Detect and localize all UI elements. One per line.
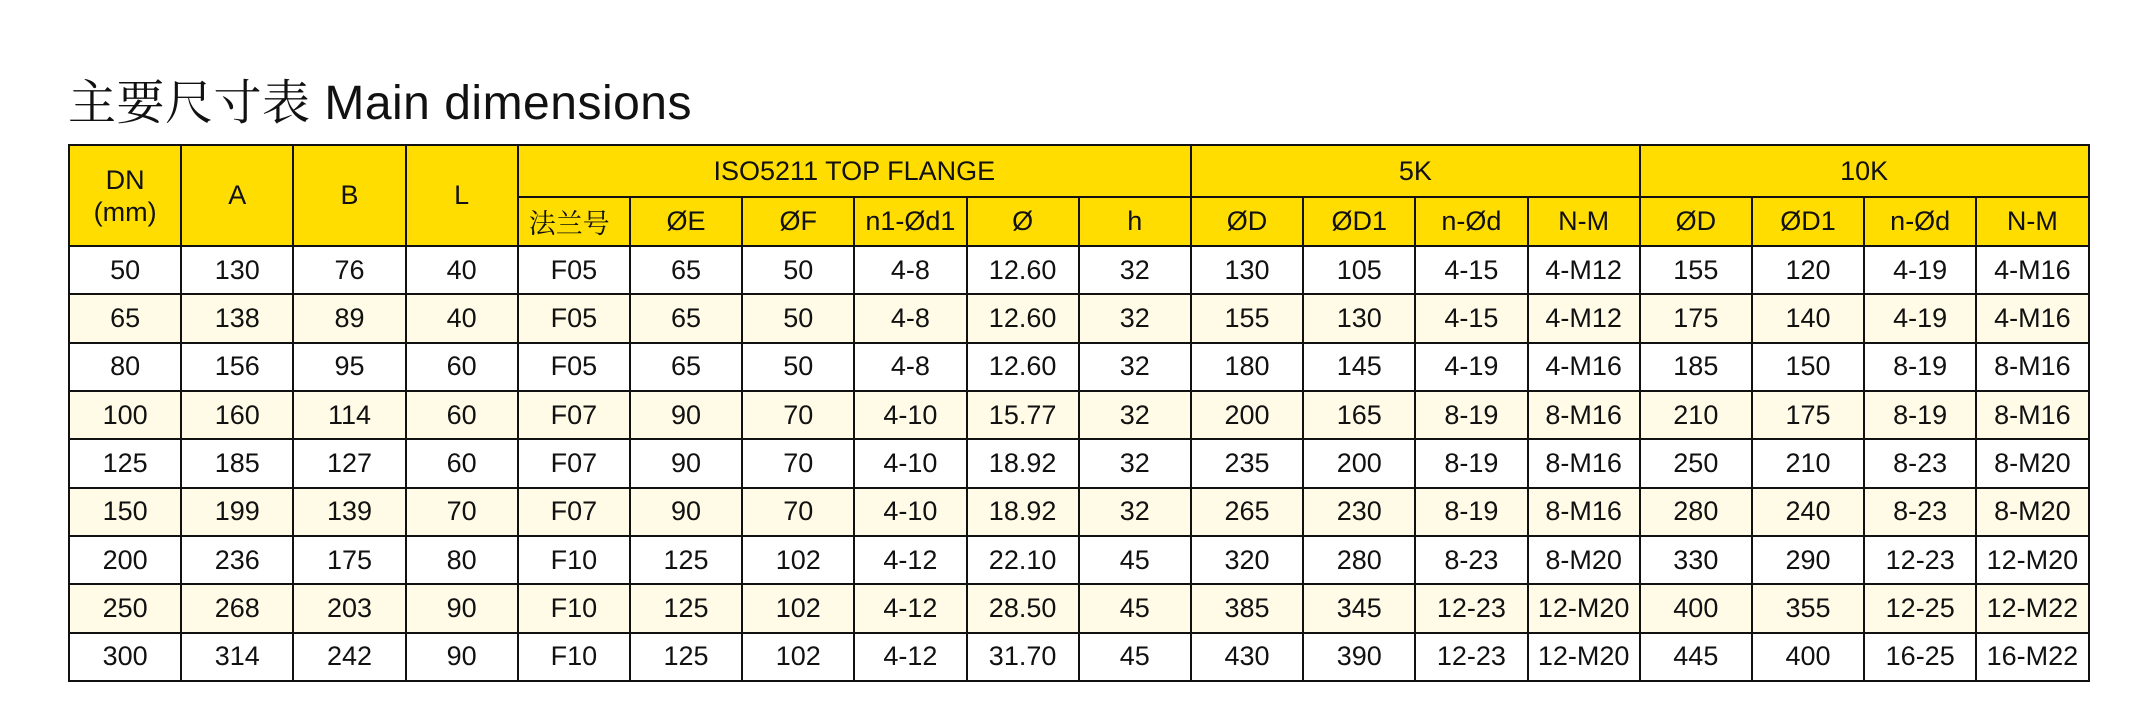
table-cell: 90 xyxy=(406,633,518,681)
table-cell: F07 xyxy=(518,488,630,536)
main-dimensions-table xyxy=(68,144,2090,682)
table-cell: 200 xyxy=(69,536,181,584)
table-cell: 89 xyxy=(293,294,405,342)
table-cell: 65 xyxy=(630,343,742,391)
table-cell: 8-19 xyxy=(1415,439,1527,487)
table-cell: 16-M22 xyxy=(1976,633,2088,681)
table-cell: 8-M16 xyxy=(1976,391,2088,439)
header-5k-d1: ØD1 xyxy=(1303,197,1415,246)
table-cell: 8-19 xyxy=(1415,391,1527,439)
header-10k-d: ØD xyxy=(1640,197,1752,246)
header-iso5211-group: ISO5211 TOP FLANGE xyxy=(518,145,1191,197)
header-flange-number: 法兰号 xyxy=(518,197,630,246)
table-cell: 210 xyxy=(1640,391,1752,439)
table-cell: 32 xyxy=(1079,294,1191,342)
table-cell: 127 xyxy=(293,439,405,487)
table-cell: 12.60 xyxy=(967,246,1079,294)
table-cell: 203 xyxy=(293,584,405,632)
table-cell: 12.60 xyxy=(967,294,1079,342)
table-cell: 400 xyxy=(1640,584,1752,632)
table-cell: 250 xyxy=(1640,439,1752,487)
table-cell: 80 xyxy=(69,343,181,391)
table-cell: 180 xyxy=(1191,343,1303,391)
table-cell: 45 xyxy=(1079,584,1191,632)
table-cell: 76 xyxy=(293,246,405,294)
table-cell: 185 xyxy=(181,439,293,487)
header-group-row xyxy=(69,145,2089,197)
table-cell: 12-25 xyxy=(1864,584,1976,632)
table-cell: 40 xyxy=(406,246,518,294)
header-5k-d: ØD xyxy=(1191,197,1303,246)
table-cell: 4-19 xyxy=(1415,343,1527,391)
table-cell: 155 xyxy=(1191,294,1303,342)
table-cell: 240 xyxy=(1752,488,1864,536)
table-cell: 8-19 xyxy=(1864,391,1976,439)
table-row xyxy=(69,584,2089,632)
table-cell: 45 xyxy=(1079,633,1191,681)
table-cell: 4-12 xyxy=(854,584,966,632)
table-cell: F07 xyxy=(518,439,630,487)
table-cell: 138 xyxy=(181,294,293,342)
table-cell: 50 xyxy=(742,294,854,342)
table-cell: 40 xyxy=(406,294,518,342)
table-cell: 105 xyxy=(1303,246,1415,294)
table-cell: 12-M20 xyxy=(1528,584,1640,632)
table-cell: 4-8 xyxy=(854,343,966,391)
table-row xyxy=(69,488,2089,536)
table-cell: 28.50 xyxy=(967,584,1079,632)
table-cell: 90 xyxy=(630,439,742,487)
table-cell: 12.60 xyxy=(967,343,1079,391)
table-cell: 280 xyxy=(1303,536,1415,584)
table-cell: 230 xyxy=(1303,488,1415,536)
table-cell: 102 xyxy=(742,633,854,681)
table-cell: 90 xyxy=(630,488,742,536)
table-cell: 290 xyxy=(1752,536,1864,584)
table-cell: 125 xyxy=(69,439,181,487)
table-cell: 4-M16 xyxy=(1976,246,2088,294)
header-dn-label: DN xyxy=(105,164,145,195)
table-cell: 16-25 xyxy=(1864,633,1976,681)
table-cell: 8-19 xyxy=(1864,343,1976,391)
table-cell: 150 xyxy=(69,488,181,536)
table-cell: 4-10 xyxy=(854,391,966,439)
table-cell: 4-M16 xyxy=(1528,343,1640,391)
table-cell: 102 xyxy=(742,536,854,584)
table-cell: F10 xyxy=(518,633,630,681)
table-cell: 8-M20 xyxy=(1976,488,2088,536)
header-10k-n-d: n-Ød xyxy=(1864,197,1976,246)
table-cell: 390 xyxy=(1303,633,1415,681)
table-cell: 12-M20 xyxy=(1528,633,1640,681)
table-cell: 50 xyxy=(742,246,854,294)
table-cell: 175 xyxy=(293,536,405,584)
table-cell: 268 xyxy=(181,584,293,632)
table-cell: 235 xyxy=(1191,439,1303,487)
table-cell: 60 xyxy=(406,439,518,487)
table-cell: 18.92 xyxy=(967,439,1079,487)
table-cell: 70 xyxy=(406,488,518,536)
table-cell: 314 xyxy=(181,633,293,681)
table-cell: 130 xyxy=(1191,246,1303,294)
table-cell: 4-8 xyxy=(854,294,966,342)
table-cell: 242 xyxy=(293,633,405,681)
table-cell: 130 xyxy=(181,246,293,294)
table-cell: 125 xyxy=(630,584,742,632)
table-cell: 8-23 xyxy=(1415,536,1527,584)
table-cell: 65 xyxy=(630,246,742,294)
table-cell: 155 xyxy=(1640,246,1752,294)
table-body xyxy=(69,246,2089,681)
header-5k-group: 5K xyxy=(1191,145,1640,197)
table-cell: 12-23 xyxy=(1415,584,1527,632)
table-row xyxy=(69,536,2089,584)
table-cell: 18.92 xyxy=(967,488,1079,536)
table-row xyxy=(69,633,2089,681)
table-cell: 95 xyxy=(293,343,405,391)
table-cell: 50 xyxy=(69,246,181,294)
table-cell: 4-12 xyxy=(854,536,966,584)
table-cell: 150 xyxy=(1752,343,1864,391)
table-header xyxy=(69,145,2089,246)
table-cell: F05 xyxy=(518,343,630,391)
table-cell: 8-M16 xyxy=(1528,391,1640,439)
header-iso-f: ØF xyxy=(742,197,854,246)
table-cell: 250 xyxy=(69,584,181,632)
table-cell: 355 xyxy=(1752,584,1864,632)
table-cell: 200 xyxy=(1191,391,1303,439)
table-cell: 4-10 xyxy=(854,488,966,536)
table-cell: F05 xyxy=(518,246,630,294)
table-cell: 70 xyxy=(742,439,854,487)
table-cell: 156 xyxy=(181,343,293,391)
table-cell: 175 xyxy=(1640,294,1752,342)
table-cell: 8-M20 xyxy=(1976,439,2088,487)
header-10k-d1: ØD1 xyxy=(1752,197,1864,246)
table-cell: 120 xyxy=(1752,246,1864,294)
table-cell: 8-M16 xyxy=(1528,439,1640,487)
table-cell: 210 xyxy=(1752,439,1864,487)
table-cell: 60 xyxy=(406,343,518,391)
table-cell: 12-23 xyxy=(1415,633,1527,681)
table-cell: 4-15 xyxy=(1415,294,1527,342)
table-row xyxy=(69,343,2089,391)
header-dn-unit: (mm) xyxy=(93,196,157,227)
table-cell: 8-M16 xyxy=(1976,343,2088,391)
table-cell: 114 xyxy=(293,391,405,439)
table-cell: 32 xyxy=(1079,246,1191,294)
table-row xyxy=(69,391,2089,439)
table-cell: 4-19 xyxy=(1864,294,1976,342)
table-cell: 12-23 xyxy=(1864,536,1976,584)
header-b: B xyxy=(293,145,405,246)
table-cell: 31.70 xyxy=(967,633,1079,681)
header-iso-e: ØE xyxy=(630,197,742,246)
table-cell: 90 xyxy=(630,391,742,439)
table-cell: 100 xyxy=(69,391,181,439)
table-cell: 8-M20 xyxy=(1528,536,1640,584)
table-cell: 200 xyxy=(1303,439,1415,487)
table-cell: 4-M16 xyxy=(1976,294,2088,342)
table-cell: 4-M12 xyxy=(1528,246,1640,294)
table-cell: 4-10 xyxy=(854,439,966,487)
table-cell: 8-M16 xyxy=(1528,488,1640,536)
table-cell: 8-19 xyxy=(1415,488,1527,536)
table-cell: 4-15 xyxy=(1415,246,1527,294)
table-row xyxy=(69,246,2089,294)
header-dn xyxy=(69,145,181,246)
table-cell: 102 xyxy=(742,584,854,632)
table-cell: 430 xyxy=(1191,633,1303,681)
table-cell: 300 xyxy=(69,633,181,681)
table-row xyxy=(69,294,2089,342)
header-iso-h: h xyxy=(1079,197,1191,246)
table-cell: 12-M22 xyxy=(1976,584,2088,632)
table-cell: 50 xyxy=(742,343,854,391)
table-cell: 90 xyxy=(406,584,518,632)
table-cell: 8-23 xyxy=(1864,488,1976,536)
header-5k-n-d: n-Ød xyxy=(1415,197,1527,246)
table-cell: 22.10 xyxy=(967,536,1079,584)
table-cell: 280 xyxy=(1640,488,1752,536)
header-iso-diameter: Ø xyxy=(967,197,1079,246)
table-cell: 45 xyxy=(1079,536,1191,584)
table-cell: F10 xyxy=(518,536,630,584)
header-a: A xyxy=(181,145,293,246)
table-cell: 145 xyxy=(1303,343,1415,391)
header-iso-n1-d1: n1-Ød1 xyxy=(854,197,966,246)
table-cell: 445 xyxy=(1640,633,1752,681)
table-cell: 65 xyxy=(69,294,181,342)
table-cell: 160 xyxy=(181,391,293,439)
table-cell: 320 xyxy=(1191,536,1303,584)
table-cell: 125 xyxy=(630,633,742,681)
header-10k-n-m: N-M xyxy=(1976,197,2088,246)
table-cell: 125 xyxy=(630,536,742,584)
table-cell: 265 xyxy=(1191,488,1303,536)
table-cell: 12-M20 xyxy=(1976,536,2088,584)
table-row xyxy=(69,439,2089,487)
table-cell: 4-M12 xyxy=(1528,294,1640,342)
table-cell: 65 xyxy=(630,294,742,342)
table-cell: 60 xyxy=(406,391,518,439)
table-cell: 130 xyxy=(1303,294,1415,342)
table-cell: 185 xyxy=(1640,343,1752,391)
table-cell: 70 xyxy=(742,391,854,439)
table-cell: 330 xyxy=(1640,536,1752,584)
table-cell: 80 xyxy=(406,536,518,584)
table-cell: 199 xyxy=(181,488,293,536)
table-cell: 236 xyxy=(181,536,293,584)
table-cell: 32 xyxy=(1079,343,1191,391)
header-10k-group: 10K xyxy=(1640,145,2089,197)
table-cell: 4-8 xyxy=(854,246,966,294)
table-cell: 70 xyxy=(742,488,854,536)
table-cell: F05 xyxy=(518,294,630,342)
table-cell: 4-19 xyxy=(1864,246,1976,294)
table-cell: 345 xyxy=(1303,584,1415,632)
table-cell: 139 xyxy=(293,488,405,536)
table-cell: 15.77 xyxy=(967,391,1079,439)
header-l: L xyxy=(406,145,518,246)
table-cell: 4-12 xyxy=(854,633,966,681)
table-cell: 32 xyxy=(1079,391,1191,439)
table-cell: 385 xyxy=(1191,584,1303,632)
table-cell: F07 xyxy=(518,391,630,439)
table-cell: 175 xyxy=(1752,391,1864,439)
table-cell: 140 xyxy=(1752,294,1864,342)
page-title: 主要尺寸表 Main dimensions xyxy=(68,77,693,130)
table-cell: 32 xyxy=(1079,439,1191,487)
header-5k-n-m: N-M xyxy=(1528,197,1640,246)
table-cell: 165 xyxy=(1303,391,1415,439)
table-cell: 400 xyxy=(1752,633,1864,681)
table-cell: 8-23 xyxy=(1864,439,1976,487)
table-cell: F10 xyxy=(518,584,630,632)
table-cell: 32 xyxy=(1079,488,1191,536)
